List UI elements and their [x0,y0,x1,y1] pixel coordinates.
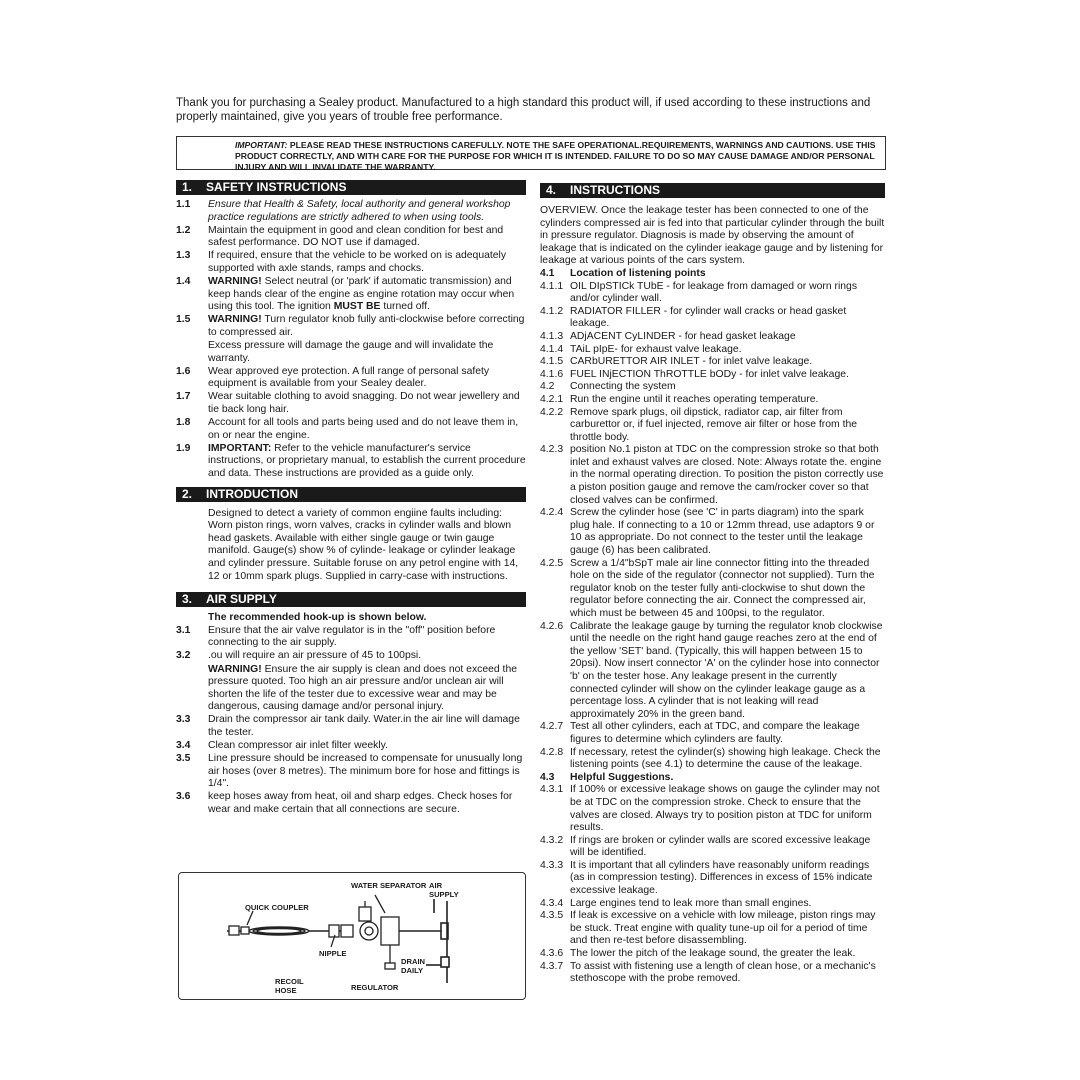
item-number: 1.5 [176,314,191,326]
item-body: ADjACENT CyLINDER - for head gasket leakage [570,330,796,342]
list-item [540,835,885,860]
item-number: 1.3 [176,250,191,262]
item-text [208,199,526,224]
list-item [540,747,885,772]
item-number: 4.2 [540,381,555,393]
item-text [570,784,885,834]
air-supply-list [176,625,526,817]
item-body: If leak is excessive on a vehicle with low mileage, piston rings may be stuck. Treat engine with quality tune-up oil for a period of time and then re-test before disassembling. [570,910,876,947]
list-item [540,344,885,357]
item-number: 1.6 [176,365,191,377]
item-number: 1.2 [176,224,191,236]
list-item [540,381,885,394]
item-body: Test all other cylinders, each at TDC, and compare the leakage figures to determine which cylinders are faulty. [570,721,860,745]
item-body: Ensure the air supply is clean and does not exceed the pressure quoted. Too high an air pressure and/or unclean air will shorten the life of the tester due to excessive wear and may be dangerous, causing damage and/or personal injury. [208,663,517,713]
item-number: 3.3 [176,714,191,726]
item-body: CARbURETTOR AIR INLET - for inlet valve leakage. [570,356,813,368]
item-number: 4.2.1 [540,393,564,405]
item-body: Select neutral (or 'park' if automatic transmission) and keep hands clear of the engine as engine rotation may occur when using this tool. The ignition [208,276,515,313]
item-text [208,740,526,753]
list-item [176,664,526,714]
item-number: 1.1 [176,199,191,210]
item-number: 3.1 [176,624,191,636]
list-item [540,369,885,382]
item-text [208,650,526,663]
item-number: 4.1.1 [540,280,564,292]
list-item [176,199,526,224]
important-notice-box [176,136,886,170]
item-text [570,772,885,785]
water-separator-drawing [375,895,399,969]
list-item [540,784,885,834]
item-text [208,366,526,391]
item-text [570,898,885,911]
item-text [570,948,885,961]
item-number: 4.2.7 [540,721,564,733]
list-item [540,860,885,898]
item-text [570,369,885,382]
item-number: 4.1.5 [540,356,564,368]
item-body: OIL DIpSTICk TUbE - for leakage from damaged or worn rings and/or cylinder wall. [570,280,858,305]
item-body: Excess pressure will damage the gauge and will invalidate the warranty. [208,340,494,364]
list-item [540,331,885,344]
item-body: Wear approved eye protection. A full range of personal safety equipment is available from your Sealey dealer. [208,365,490,390]
item-text [208,314,526,339]
important-text: PLEASE READ THESE INSTRUCTIONS CAREFULLY. NOTE THE SAFE OPERATIONAL.REQUIREMENTS, WARNINGS AND CAUTIONS. USE THIS PRODUCT CORRECTLY, AND WITH CARE FOR THE PURPOSE FOR WHICH IT IS INTENDED. FAILURE TO DO SO MAY CAUSE DAMAGE AND/OR PERSONAL INJURY AND WILL INVALIDATE THE WARRANTY. [235,140,876,172]
item-body: To assist with fistening use a length of clean hose, or a mechanic's stethoscope with the probe removed. [570,960,876,985]
item-body: Maintain the equipment in good and clean condition for best and safest performance. DO NOT use if damaged. [208,224,504,249]
item-warning-label: IMPORTANT: [208,442,272,454]
hookup-diagram [178,872,526,1000]
item-text [570,747,885,772]
item-number: 4.2.5 [540,557,564,569]
list-item [540,961,885,986]
item-body: Connecting the system [570,381,676,393]
label-drain-daily: DRAIN DAILY [401,957,426,975]
item-body: Line pressure should be increased to compensate for unusually long air hoses (over 8 metres). The minimum bore for hose and fittings is 1/4". [208,753,523,790]
list-item [540,444,885,507]
item-body: Wear suitable clothing to avoid snagging. Do not wear jewellery and tie back long hair. [208,391,520,415]
item-body: Screw a 1/4"bSpT male air line connector fitting into the threaded hole on the side of the regulator (connector not supplied). Turn the regulator knob on the tester fully anti-clockwise to shut down the regulator before connecting the air. Connect the compressed air, which must be between 45 and 100psi, to the regulator. [570,557,875,619]
list-item [540,306,885,331]
list-item [540,356,885,369]
item-number: 4.2.2 [540,406,564,418]
list-item [540,621,885,722]
item-body: RADIATOR FILLER - for cylinder wall cracks or head gasket leakage. [570,305,847,330]
item-number [176,340,208,365]
label-regulator: REGULATOR [351,983,399,992]
item-number: 4.3.1 [540,784,564,796]
list-item [176,391,526,416]
item-text [570,507,885,557]
item-text [570,860,885,898]
list-item [176,650,526,663]
item-number: 4.2.4 [540,507,564,519]
list-item [540,910,885,948]
item-body: Location of listening points [570,267,706,279]
list-item [176,314,526,339]
list-item [540,507,885,557]
label-nipple: NIPPLE [319,949,347,958]
list-item [176,340,526,365]
item-body: Clean compressor air inlet filter weekly. [208,740,388,752]
item-number: 3.4 [176,740,191,752]
item-text [570,306,885,331]
item-number: 4.1.3 [540,330,564,342]
item-number: 4.3.4 [540,897,564,909]
list-item [540,721,885,746]
item-body: TAiL pIpE- for exhaust valve leakage. [570,343,742,355]
list-item [176,443,526,481]
item-body: Large engines tend to leak more than small engines. [570,897,812,909]
item-text [208,225,526,250]
list-item [540,394,885,407]
right-column [540,183,885,986]
item-text [208,753,526,791]
item-text [570,444,885,507]
item-body: position No.1 piston at TDC on the compression stroke so that both inlet and exhaust valves are closed. Note: Always rotate the. engine in the normal operating direction. To position the piston correctly use a piston position gauge and remove the cam/rocker cover so that closed valves can be confirmed. [570,444,884,506]
item-number: 4.3.6 [540,948,564,960]
item-number: 4.1.4 [540,343,564,355]
item-text [570,558,885,621]
item-text [208,443,526,481]
introduction-text: Designed to detect a variety of common engiine faults including: Worn piston rings, worn valves, cracks in cylinder walls and blown head gaskets. Available with either single gauge or twin gauge manifold. Gauge(s) show % of cylinde- leakage or cylinder leakage and cylinder pressure. Suitable foruse on any petrol engine with 14, 12 or 10mm spark plugs. Supplied in carry-case with instructions. [208,507,519,582]
item-number: 4.1.2 [540,305,564,317]
label-recoil-hose: RECOIL HOSE [275,977,304,995]
item-body: Remove spark plugs, oil dipstick, radiator cap, air filter from carburettor or, if fuel injected, remove air filter or hose from the throttle body. [570,406,858,443]
item-text [570,621,885,722]
item-text [570,910,885,948]
list-item [176,753,526,791]
list-item [540,948,885,961]
item-body: If required, ensure that the vehicle to be worked on is adequately supported with axle stands, ramps and chocks. [208,250,507,274]
item-text [570,835,885,860]
item-emphasis: MUST BE [333,301,381,313]
air-supply-lead: The recommended hook-up is shown below. [208,612,427,624]
list-item [176,625,526,650]
regulator-drawing [329,901,378,940]
list-item [176,714,526,739]
item-text [570,961,885,986]
item-body: Ensure that Health & Safety, local authority and general workshop practice regulations are strictly adhered to when using tools. [208,199,511,223]
quick-coupler-drawing [229,911,253,935]
introduction-heading: 2. INTRODUCTION [176,487,526,502]
list-item [176,417,526,442]
item-text [208,791,526,816]
label-quick-coupler: QUICK COUPLER [245,903,309,912]
item-warning-label: WARNING! [208,276,262,288]
item-text [570,721,885,746]
item-body: If necessary, retest the cylinder(s) showing high leakage. Check the listening points (see 4.1) to determine the cause of the leakage. [570,746,881,771]
item-number: 1.9 [176,442,191,454]
instructions-overview: OVERVIEW. Once the leakage tester has been connected to one of the cylinders compressed air is fed into that particular cylinder through the built in pressure regulator. Diagnosis is made by observing the amount of leakage that is indicated on the cylinder ieakage gauge and by listening for leakage at various points of the cars system. [540,205,885,267]
list-item [176,366,526,391]
item-body: Calibrate the leakage gauge by turning the regulator knob clockwise until the needle on the right hand gauge reaches zero at the end of the yellow 'SET' band. (Typically, this will happen between 15 to 20psi). Now insert connector 'A' on the cylinder hose into connector 'b' on the tester hose. Any leakage present in the currently connected cylinder will show on the cylinder leakage gauge as a percentage loss. A cylinder that is not leaking will read approximately 20% in the green band. [570,620,883,720]
item-text [570,394,885,407]
list-item [176,225,526,250]
list-item [540,558,885,621]
item-body: .ou will require an air pressure of 45 to 100psi. [208,650,422,662]
item-body: The lower the pitch of the leakage sound, the greater the leak. [570,948,856,960]
list-item [540,281,885,306]
intro-paragraph: Thank you for purchasing a Sealey product. Manufactured to a high standard this product will, if used according to these instructions and properly maintained, give you years of trouble free performance. [176,97,871,123]
instructions-list [540,268,885,986]
item-number: 4.3.7 [540,960,564,972]
item-number: 4.3.5 [540,910,564,922]
item-number: 4.3.3 [540,859,564,871]
item-text [570,407,885,445]
item-text [570,268,885,281]
list-item [176,276,526,314]
item-number: 4.3.2 [540,834,564,846]
list-item [540,898,885,911]
label-air-supply: AIR SUPPLY [429,881,459,899]
item-text [570,356,885,369]
item-body: Helpful Suggestions. [570,771,674,783]
item-text [570,344,885,357]
item-text [208,250,526,275]
item-number: 4.1.6 [540,368,564,380]
list-item [540,772,885,785]
item-number: 4.2.3 [540,444,564,456]
item-number [176,664,208,714]
item-number: 3.5 [176,753,191,765]
important-label: IMPORTANT: [235,140,288,150]
item-number: 3.2 [176,650,191,662]
item-text [208,664,526,714]
safety-heading: 1. SAFETY INSTRUCTIONS [176,180,526,195]
item-number: 1.4 [176,276,191,288]
item-body-end: turned off. [380,301,430,313]
item-body: It is important that all cylinders have reasonably uniform readings (as in compression testing). Differences in excess of 15% indicate excessive leakage. [570,859,873,897]
item-body: Run the engine until it reaches operating temperature. [570,393,819,405]
air-supply-heading: 3. AIR SUPPLY [176,592,526,607]
item-body: Account for all tools and parts being used and do not leave them in, on or near the engine. [208,417,519,441]
instructions-heading: 4. INSTRUCTIONS [540,183,885,198]
item-text [570,381,885,394]
item-text [208,391,526,416]
item-number: 4.2.6 [540,620,564,632]
item-body: Ensure that the air valve regulator is in the "off" position before connecting to the air supply. [208,624,496,649]
item-body: If 100% or excessive leakage shows on gauge the cylinder may not be at TDC on the compression stroke. Check to ensure that the valves are closed. Always try to position piston at TDC for uniform results. [570,784,880,834]
item-body: keep hoses away from heat, oil and sharp edges. Check hoses for wear and make certain that all connections are secure. [208,791,513,816]
item-body: If rings are broken or cylinder walls are scored excessive leakage will be identified. [570,834,871,859]
list-item [176,740,526,753]
list-item [540,407,885,445]
list-item [176,791,526,816]
item-warning-label: WARNING! [208,314,262,326]
item-number: 4.3 [540,771,555,783]
item-text [208,340,526,365]
item-body: FUEL INjECTION ThROTTLE bODy - for inlet valve leakage. [570,368,849,380]
item-text [208,417,526,442]
item-text [208,714,526,739]
item-body: Refer to the vehicle manufacturer's service instructions, or proprietary manual, to establish the current procedure and data. These instructions are provided as a guide only. [208,442,526,479]
item-number: 4.1 [540,267,555,279]
item-number: 3.6 [176,791,191,803]
item-warning-label: WARNING! [208,663,262,675]
item-number: 4.2.8 [540,746,564,758]
item-body: Turn regulator knob fully anti-clockwise before correcting to compressed air. [208,314,525,338]
label-water-separator: WATER SEPARATOR [351,881,427,890]
item-text [570,281,885,306]
item-body: Screw the cylinder hose (see 'C' in parts diagram) into the spark plug hale. If connecting to a 10 or 12mm thread, use adaptors 9 or 10 as appropriate. Do not connect to the tester until the leakage gauge (6) has been calibrated. [570,507,875,557]
left-column [176,180,526,817]
list-item [176,250,526,275]
item-body: Drain the compressor air tank daily. Water.in the air line will damage the tester. [208,714,520,738]
item-text [570,331,885,344]
item-number: 1.8 [176,417,191,429]
safety-list [176,199,526,481]
list-item [540,268,885,281]
item-number: 1.7 [176,391,191,403]
hookup-diagram-drawing [179,873,525,999]
item-text [208,276,526,314]
item-text [208,625,526,650]
